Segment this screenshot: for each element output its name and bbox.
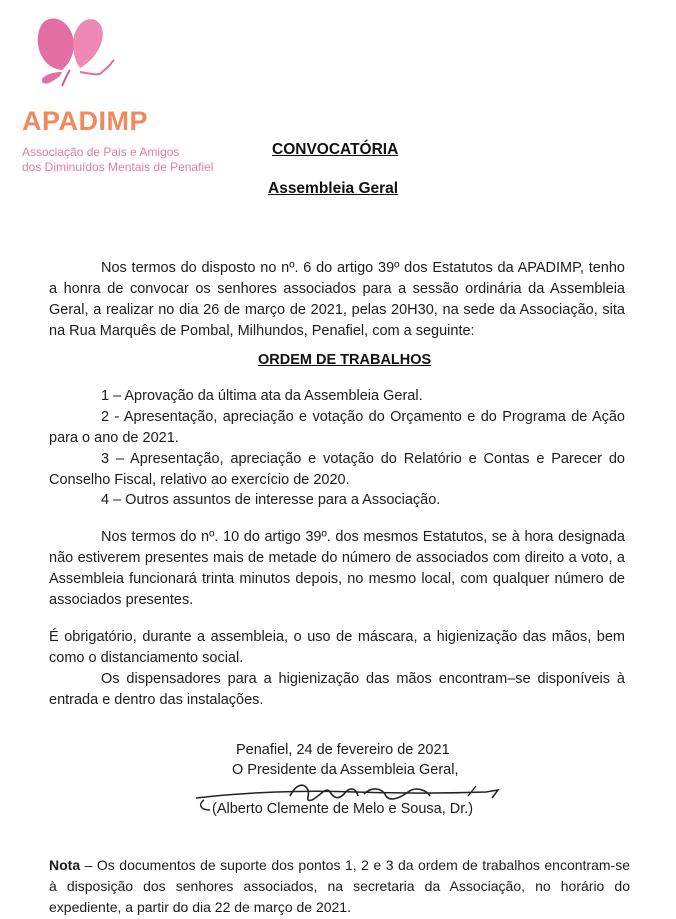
document-subtitle: Assembleia Geral — [268, 180, 399, 197]
footnote-label: Nota — [49, 857, 81, 873]
agenda-item: 2 - Apresentação, apreciação e votação do Orçamento e do Programa de Ação para o ano de 2021. — [49, 409, 625, 446]
butterfly-logo-icon — [22, 10, 132, 90]
org-acronym: APADIMP — [22, 106, 149, 136]
footnote-text: – Os documentos de suporte dos pontos 1, 2 e 3 da ordem de trabalhos encontram-se à disposição dos senhores associados, na secretaria da Associação, no horário do expediente, a partir do dia 22 de março de 2021. — [49, 857, 630, 915]
signer-name: (Alberto Clemente de Melo e Sousa, Dr.) — [212, 801, 474, 817]
signer-role: O Presidente da Assembleia Geral, — [232, 762, 459, 778]
place-date: Penafiel, 24 de fevereiro de 2021 — [236, 742, 450, 758]
intro-paragraph: Nos termos do disposto no nº. 6 do artigo 39º dos Estatutos da APADIMP, tenho a honra de convocar os senhores associados para a sessão ordinária da Assembleia Geral, a realizar no dia 26 de março de 2021, pelas 20H30, na sede da Associação, sita na Rua Marquês de Pombal, Milhundos, Penafiel, com a seguinte: — [49, 260, 625, 339]
org-name-line1: Associação de Pais e Amigos — [22, 145, 180, 159]
dispensers-notice: Os dispensadores para a higienização das mãos encontram–se disponíveis à entrada e dentro das instalações. — [49, 671, 625, 708]
org-name-line2: dos Diminuídos Mentais de Penafiel — [22, 160, 214, 174]
agenda-item: 1 – Aprovação da última ata da Assembleia Geral. — [101, 388, 423, 404]
agenda-title: ORDEM DE TRABALHOS — [258, 352, 432, 368]
document-title: CONVOCATÓRIA — [272, 141, 399, 158]
agenda-item: 4 – Outros assuntos de interesse para a Associação. — [101, 492, 441, 508]
quorum-paragraph: Nos termos do nº. 10 do artigo 39º. dos mesmos Estatutos, se à hora designada não estiverem presentes mais de metade do número de associados com direito a voto, a Assembleia funcionará trinta minutos depois, no mesmo local, com qualquer número de associados presentes. — [49, 529, 625, 608]
mask-notice: É obrigatório, durante a assembleia, o uso de máscara, a higienização das mãos, bem como o distanciamento social. — [49, 629, 625, 666]
footnote — [49, 855, 630, 918]
agenda-item: 3 – Apresentação, apreciação e votação do Relatório e Contas e Parecer do Conselho Fiscal, relativo ao exercício de 2020. — [49, 451, 625, 488]
